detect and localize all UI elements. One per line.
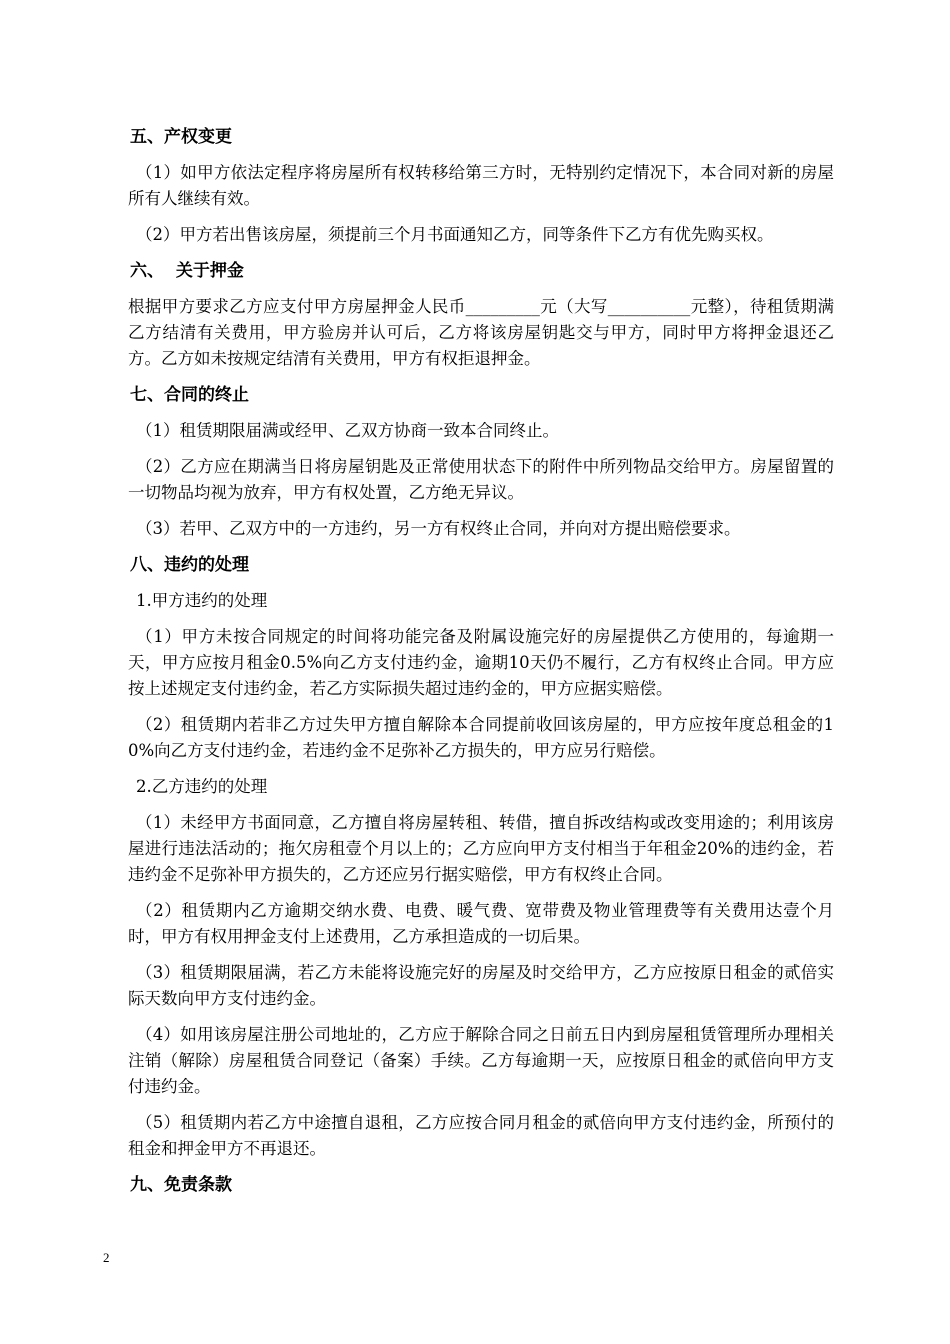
section-heading-exemption: 九、免责条款: [130, 1175, 232, 1195]
paragraph: 根据甲方要求乙方应支付甲方房屋押金人民币_________元（大写__________元整），待租赁期满乙方结清有关费用，甲方验房并认可后，乙方将该房屋钥匙交与甲方，同时甲方将押金退还乙方。乙方如未按规定结清有关费用，甲方有权拒退押金。: [128, 297, 834, 368]
subheading-party-a-breach: 1.甲方违约的处理: [136, 591, 268, 610]
section-heading-property-change: 五、产权变更: [130, 127, 232, 147]
document-body: [128, 124, 834, 1208]
paragraph: （4）如用该房屋注册公司地址的，乙方应于解除合同之日前五日内到房屋租赁管理所办理相关注销（解除）房屋租赁合同登记（备案）手续。乙方每逾期一天，应按原日租金的贰倍向甲方支付违约金。: [128, 1025, 834, 1096]
section-heading-deposit: 六、 关于押金: [130, 261, 244, 281]
paragraph: （2）租赁期内乙方逾期交纳水费、电费、暖气费、宽带费及物业管理费等有关费用达壹个月时，甲方有权用押金支付上述费用，乙方承担造成的一切后果。: [128, 901, 834, 946]
paragraph: （2）甲方若出售该房屋，须提前三个月书面通知乙方，同等条件下乙方有优先购买权。: [136, 225, 774, 244]
paragraph: （2）租赁期内若非乙方过失甲方擅自解除本合同提前收回该房屋的，甲方应按年度总租金的10%向乙方支付违约金，若违约金不足弥补乙方损失的，甲方应另行赔偿。: [128, 715, 834, 760]
paragraph: （1）甲方未按合同规定的时间将功能完备及附属设施完好的房屋提供乙方使用的，每逾期一天，甲方应按月租金0.5%向乙方支付违约金，逾期10天仍不履行，乙方有权终止合同。甲方应按上述规定支付违约金，若乙方实际损失超过违约金的，甲方应据实赔偿。: [128, 627, 834, 698]
subheading-party-b-breach: 2.乙方违约的处理: [136, 777, 268, 796]
section-heading-breach: 八、违约的处理: [130, 555, 249, 575]
page-number: 2: [103, 1250, 110, 1265]
paragraph: （1）未经甲方书面同意，乙方擅自将房屋转租、转借，擅自拆改结构或改变用途的；利用该房屋进行违法活动的；拖欠房租壹个月以上的；乙方应向甲方支付相当于年租金20%的违约金，若违约金不足弥补甲方损失的，乙方还应另行据实赔偿，甲方有权终止合同。: [128, 813, 834, 884]
paragraph: （1）如甲方依法定程序将房屋所有权转移给第三方时，无特别约定情况下，本合同对新的房屋所有人继续有效。: [128, 163, 834, 208]
paragraph: （2）乙方应在期满当日将房屋钥匙及正常使用状态下的附件中所列物品交给甲方。房屋留置的一切物品均视为放弃，甲方有权处置，乙方绝无异议。: [128, 457, 834, 502]
paragraph: （3）租赁期限届满，若乙方未能将设施完好的房屋及时交给甲方，乙方应按原日租金的贰倍实际天数向甲方支付违约金。: [128, 963, 834, 1008]
paragraph: （3）若甲、乙双方中的一方违约，另一方有权终止合同，并向对方提出赔偿要求。: [136, 519, 741, 538]
paragraph: （5）租赁期内若乙方中途擅自退租，乙方应按合同月租金的贰倍向甲方支付违约金，所预付的租金和押金甲方不再退还。: [128, 1113, 834, 1158]
paragraph: （1）租赁期限届满或经甲、乙双方协商一致本合同终止。: [136, 421, 559, 440]
section-heading-termination: 七、合同的终止: [130, 385, 249, 405]
